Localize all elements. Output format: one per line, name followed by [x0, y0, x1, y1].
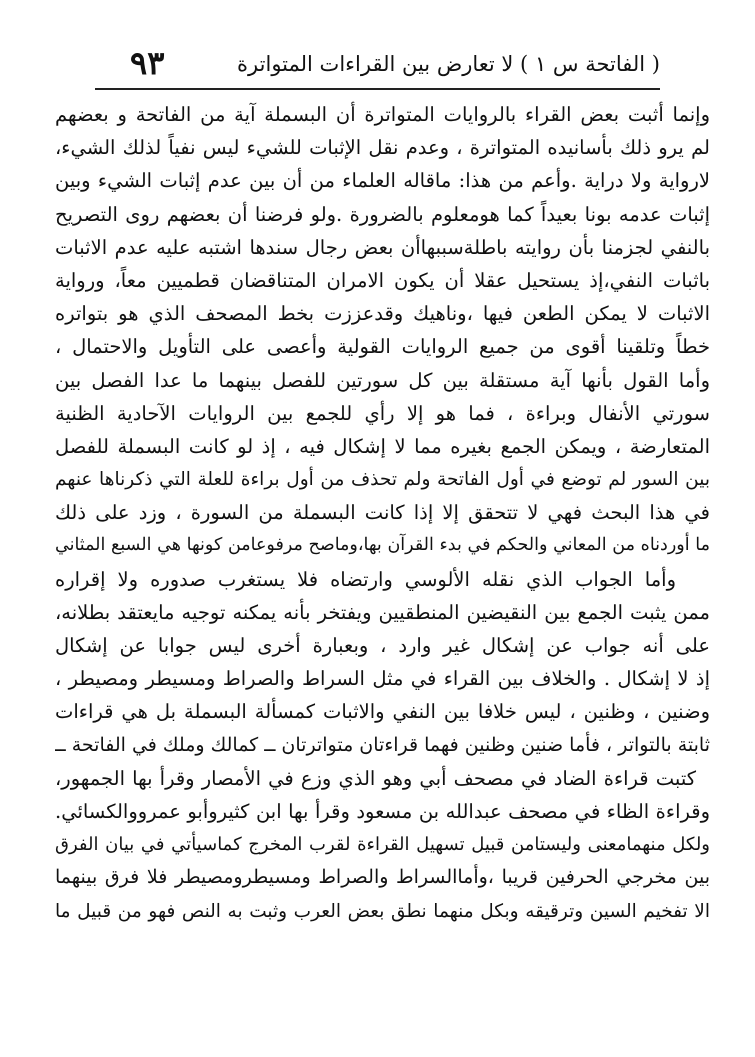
text-line: بالنفي لجزمنا بأن روايته باطلةسببهاأن بعض رجال سندها اشتبه عليه عدم الاثبات: [55, 235, 710, 259]
text-line: خطاً وتلقينا أقوى من جميع الروايات القولية وأعصى على التأويل والاحتمال ،: [55, 335, 710, 359]
body-text: [55, 98, 710, 928]
page-header: [95, 44, 660, 88]
text-line: وقراءة الظاء في مصحف عبدالله بن مسعود وقرأ بها ابن كثيروأبو عمرووالكسائي.: [55, 799, 710, 823]
header-rule: [95, 88, 660, 90]
text-line: وإنما أثبت بعض القراء بالروايات المتواترة أن البسملة آية من الفاتحة و بعضهم: [55, 103, 710, 126]
text-line: باثبات النفي،إذ يستحيل عقلا أن يكون الامران المتناقضان قطميين معاً، ورواية: [55, 268, 710, 292]
text-line: وضنين ، وظنين ، ليس خلافا بين النفي والاثبات كمسألة البسملة بل هي قراءات: [55, 700, 710, 724]
text-line: الا تفخيم السين وترقيقه وبكل منهما نطق بعض العرب وثبت به النص فهو من قبيل ما: [55, 900, 710, 922]
text-line: المتعارضة ، ويمكن الجمع بغيره مما لا إشكال فيه ، إذ لو كانت البسملة للفصل: [55, 434, 710, 458]
page-number: ٩٣: [130, 44, 165, 82]
text-line: لم يرو ذلك بأسانيده المتواترة ، وعدم نقل الإثبات للشيء ليس نفياً لذلك الشيء،: [55, 136, 710, 160]
text-line: سورتي الأنفال وبراءة ، فما هو إلا رأي للجمع بين الروايات الآحادية الظنية: [55, 401, 710, 425]
text-line: في هذا البحث فهي لا تتحقق إلا إذا كانت البسملة من السورة ، وزد على ذلك: [55, 501, 710, 525]
text-line: على أنه جواب عن إشكال غير وارد ، وبعبارة أخرى ليس جوابا عن إشكال: [55, 634, 710, 657]
running-title: ( الفاتحة س ١ ) لا تعارض بين القراءات المتواترة: [237, 52, 660, 76]
text-line: ولكل منهمامعنى وليستامن قبيل تسهيل القراءة لقرب المخرج كماسيأتي في بيان الفرق: [55, 834, 710, 856]
text-line: إثبات عدمه بونا بعيداً كما هومعلوم بالضرورة .ولو فرضنا أن بعضهم روى التصريح: [55, 202, 710, 226]
text-line: بين السور لم توضع في أول الفاتحة ولم تحذف من أول براءة للعلة التي ذكرناها عنهم: [55, 469, 710, 491]
text-line: ممن يثبت الجمع بين النقيضين المنطقيين ويفتخر بأنه يمكنه توجيه مايعتقد بطلانه،: [55, 600, 710, 624]
text-line: ما أوردناه من المعاني والحكم في بدء القرآن بها،وماصح مرفوعامن كونها هي السبع المثاني: [55, 535, 710, 556]
text-line: ثابتة بالتواتر ، فأما ضنين وظنين فهما قراءتان متواترتان ــ كمالك وملك في الفاتحة ــ: [55, 733, 710, 756]
text-line: الاثبات لا يمكن الطعن فيها ،وناهيك وقدعززت بخط المصحف الذي هو بتواتره: [55, 302, 710, 326]
text-line: إذ لا إشكال . والخلاف بين القراء في مثل السراط والصراط ومسيطر ومصيطر ،: [55, 667, 710, 691]
text-line: كتبت قراءة الضاد في مصحف أبي وهو الذي وزع في الأمصار وقرأ بها الجمهور،: [55, 766, 696, 790]
text-line: بين مخرجي الحرفين قريبا ،وأماالسراط والصراط ومسيطرومصيطر فلا فرق بينهما: [55, 866, 710, 889]
text-line: لارواية ولا دراية .وأعم من هذا: ماقاله العلماء من أن بين عدم إثبات الشيء وبين: [55, 169, 710, 193]
text-line: وأما القول بأنها آية مستقلة بين كل سورتين للفصل بينهما ما عدا الفصل بين: [55, 368, 710, 392]
text-line: وأما الجواب الذي نقله الألوسي وارتضاه فلا يستغرب صدوره ولا إقراره: [55, 567, 676, 591]
